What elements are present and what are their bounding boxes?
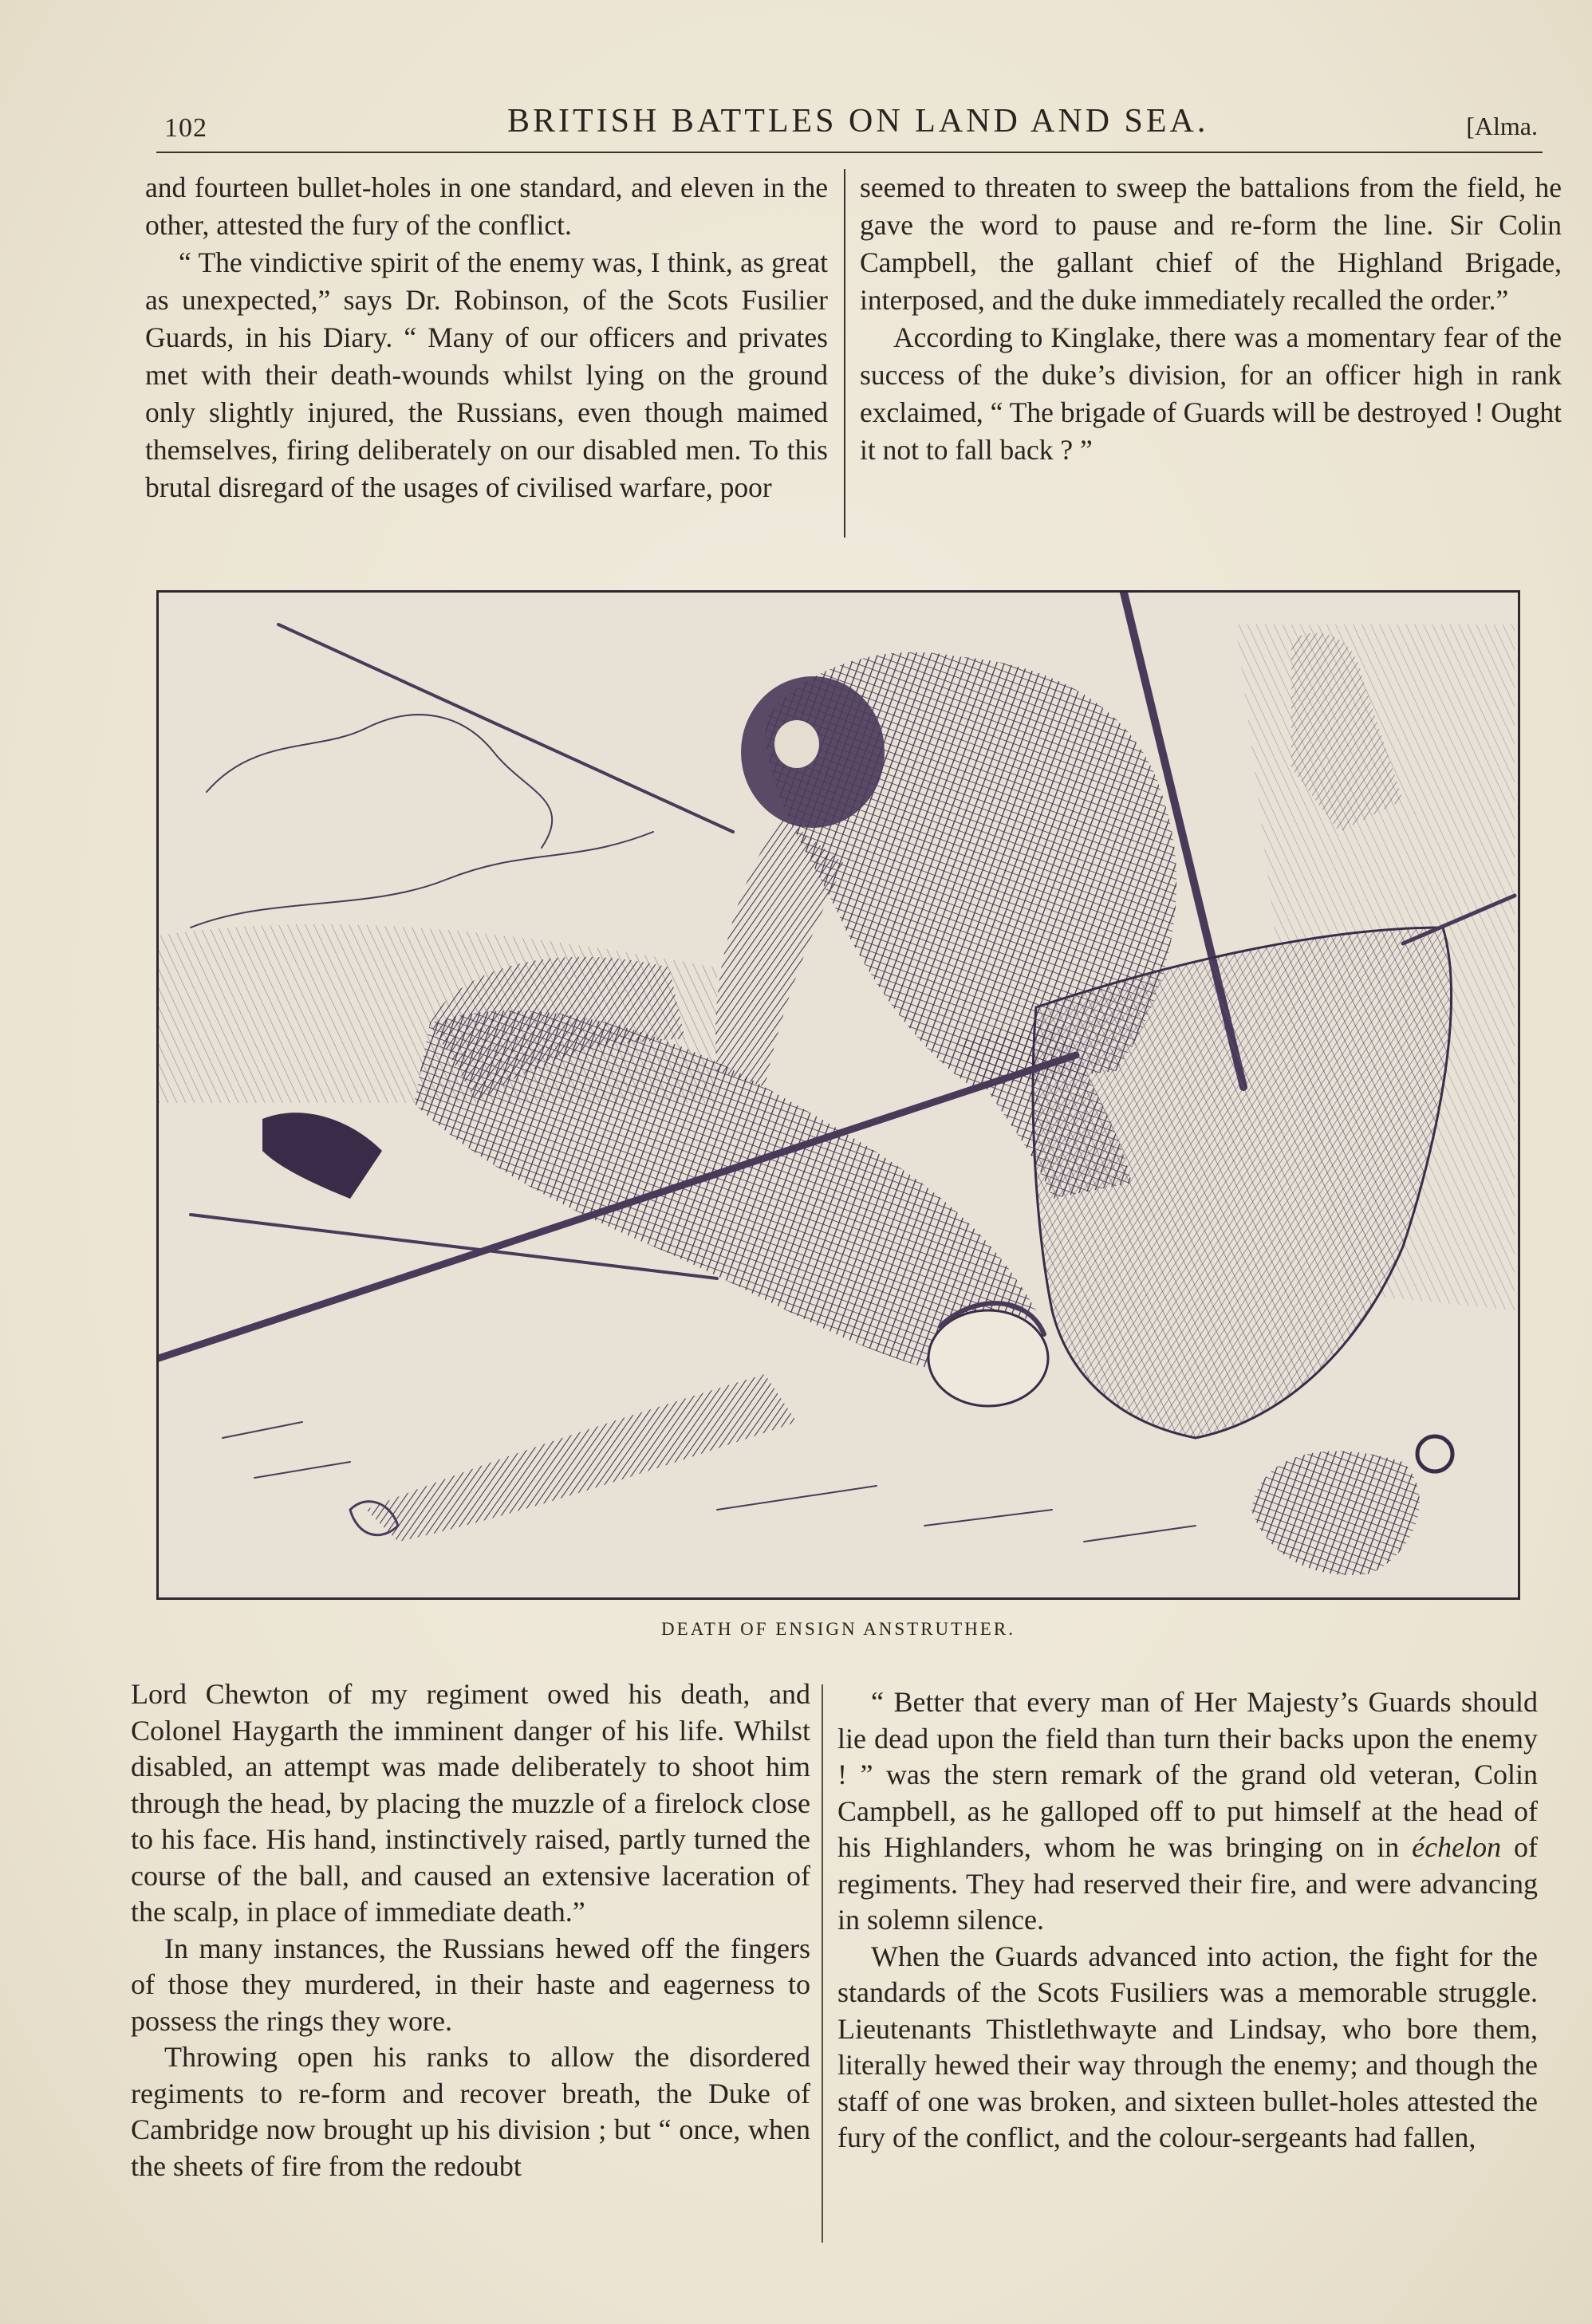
column-rule (844, 169, 845, 538)
top-left-column (145, 169, 828, 506)
paragraph: When the Guards advanced into action, the fight for the standards of the Scots Fusiliers was a memorable struggle. Lieutenants Thistlethwayte and Lindsay, who bore them, literally hewed their way through the enemy; and though the staff of one was broken, and sixteen bullet-holes attested the fury of the conflict, and the colour-sergeants had fallen, (837, 1940, 1538, 2153)
section-label: [Alma. (1466, 112, 1538, 140)
paragraph: and fourteen bullet-holes in one standard, and eleven in the other, attested the fury of the conflict. (145, 171, 828, 241)
paragraph: Throwing open his ranks to allow the disordered regiments to re-form and recover breath, the Duke of Cambridge now brought up his division ; but “ once, when the sheets of fire from the redoubt (131, 2041, 810, 2182)
book-title: BRITISH BATTLES ON LAND AND SEA. (507, 103, 1209, 140)
top-right-column (860, 169, 1562, 469)
paragraph: seemed to threaten to sweep the battalions from the field, he gave the word to pause and re-form the line. Sir Colin Campbell, the gallant chief of the Highland Brigade, interposed, and the duke immediately recalled the order.” (860, 171, 1562, 316)
paragraph: In many instances, the Russians hewed off the fingers of those they murdered, in their haste and eagerness to possess the rings they wore. (131, 1932, 810, 2037)
header-rule (156, 152, 1543, 153)
paragraph-text: “ Better that every man of Her Majesty’s Guards should lie dead upon the field than turn their backs upon the enemy ! ” was the stern remark of the grand old veteran, Colin Campbell, as he galloped off to put himself at the head of his Highlanders, whom he was bringing on in (837, 1686, 1538, 1863)
paragraph: Lord Chewton of my regiment owed his death, and Colonel Haygarth the imminent danger of his life. Whilst disabled, an attempt was made deliberately to shoot him through the head, by placing the muzzle of a firelock close to his face. His hand, instinctively raised, partly turned the course of the ball, and caused an extensive laceration of the scalp, in place of immediate death.” (131, 1678, 810, 1928)
running-head (156, 102, 1541, 150)
bottom-right-column (837, 1684, 1538, 2157)
paragraph: According to Kinglake, there was a momentary fear of the success of the duke’s division, for an officer high in rank exclaimed, “ The brigade of Guards will be destroyed ! Ought it not to fall back ? ” (860, 321, 1562, 466)
illustration-caption: DEATH OF ENSIGN ANSTRUTHER. (661, 1619, 1015, 1639)
engraving-drawing (159, 593, 1518, 1597)
bottom-left-column (131, 1676, 810, 2184)
page-number: 102 (164, 113, 207, 143)
column-rule (822, 1684, 823, 2243)
italic-term: échelon (1412, 1831, 1502, 1863)
paragraph: “ The vindictive spirit of the enemy was, I think, as great as unexpected,” says Dr. Robinson, of the Scots Fusilier Guards, in his Diary. “ Many of our officers and privates met with their death-wounds whilst lying on the ground only slightly injured, the Russians, even though maimed themselves, firing deliberately on our disabled men. To this brutal disregard of the usages of civilised warfare, poor (145, 246, 828, 503)
engraving-illustration (156, 590, 1520, 1600)
paragraph-text: of regiments. They had reserved their fire, and were advancing in solemn silence. (837, 1831, 1538, 1936)
paragraph (837, 1684, 1538, 1939)
